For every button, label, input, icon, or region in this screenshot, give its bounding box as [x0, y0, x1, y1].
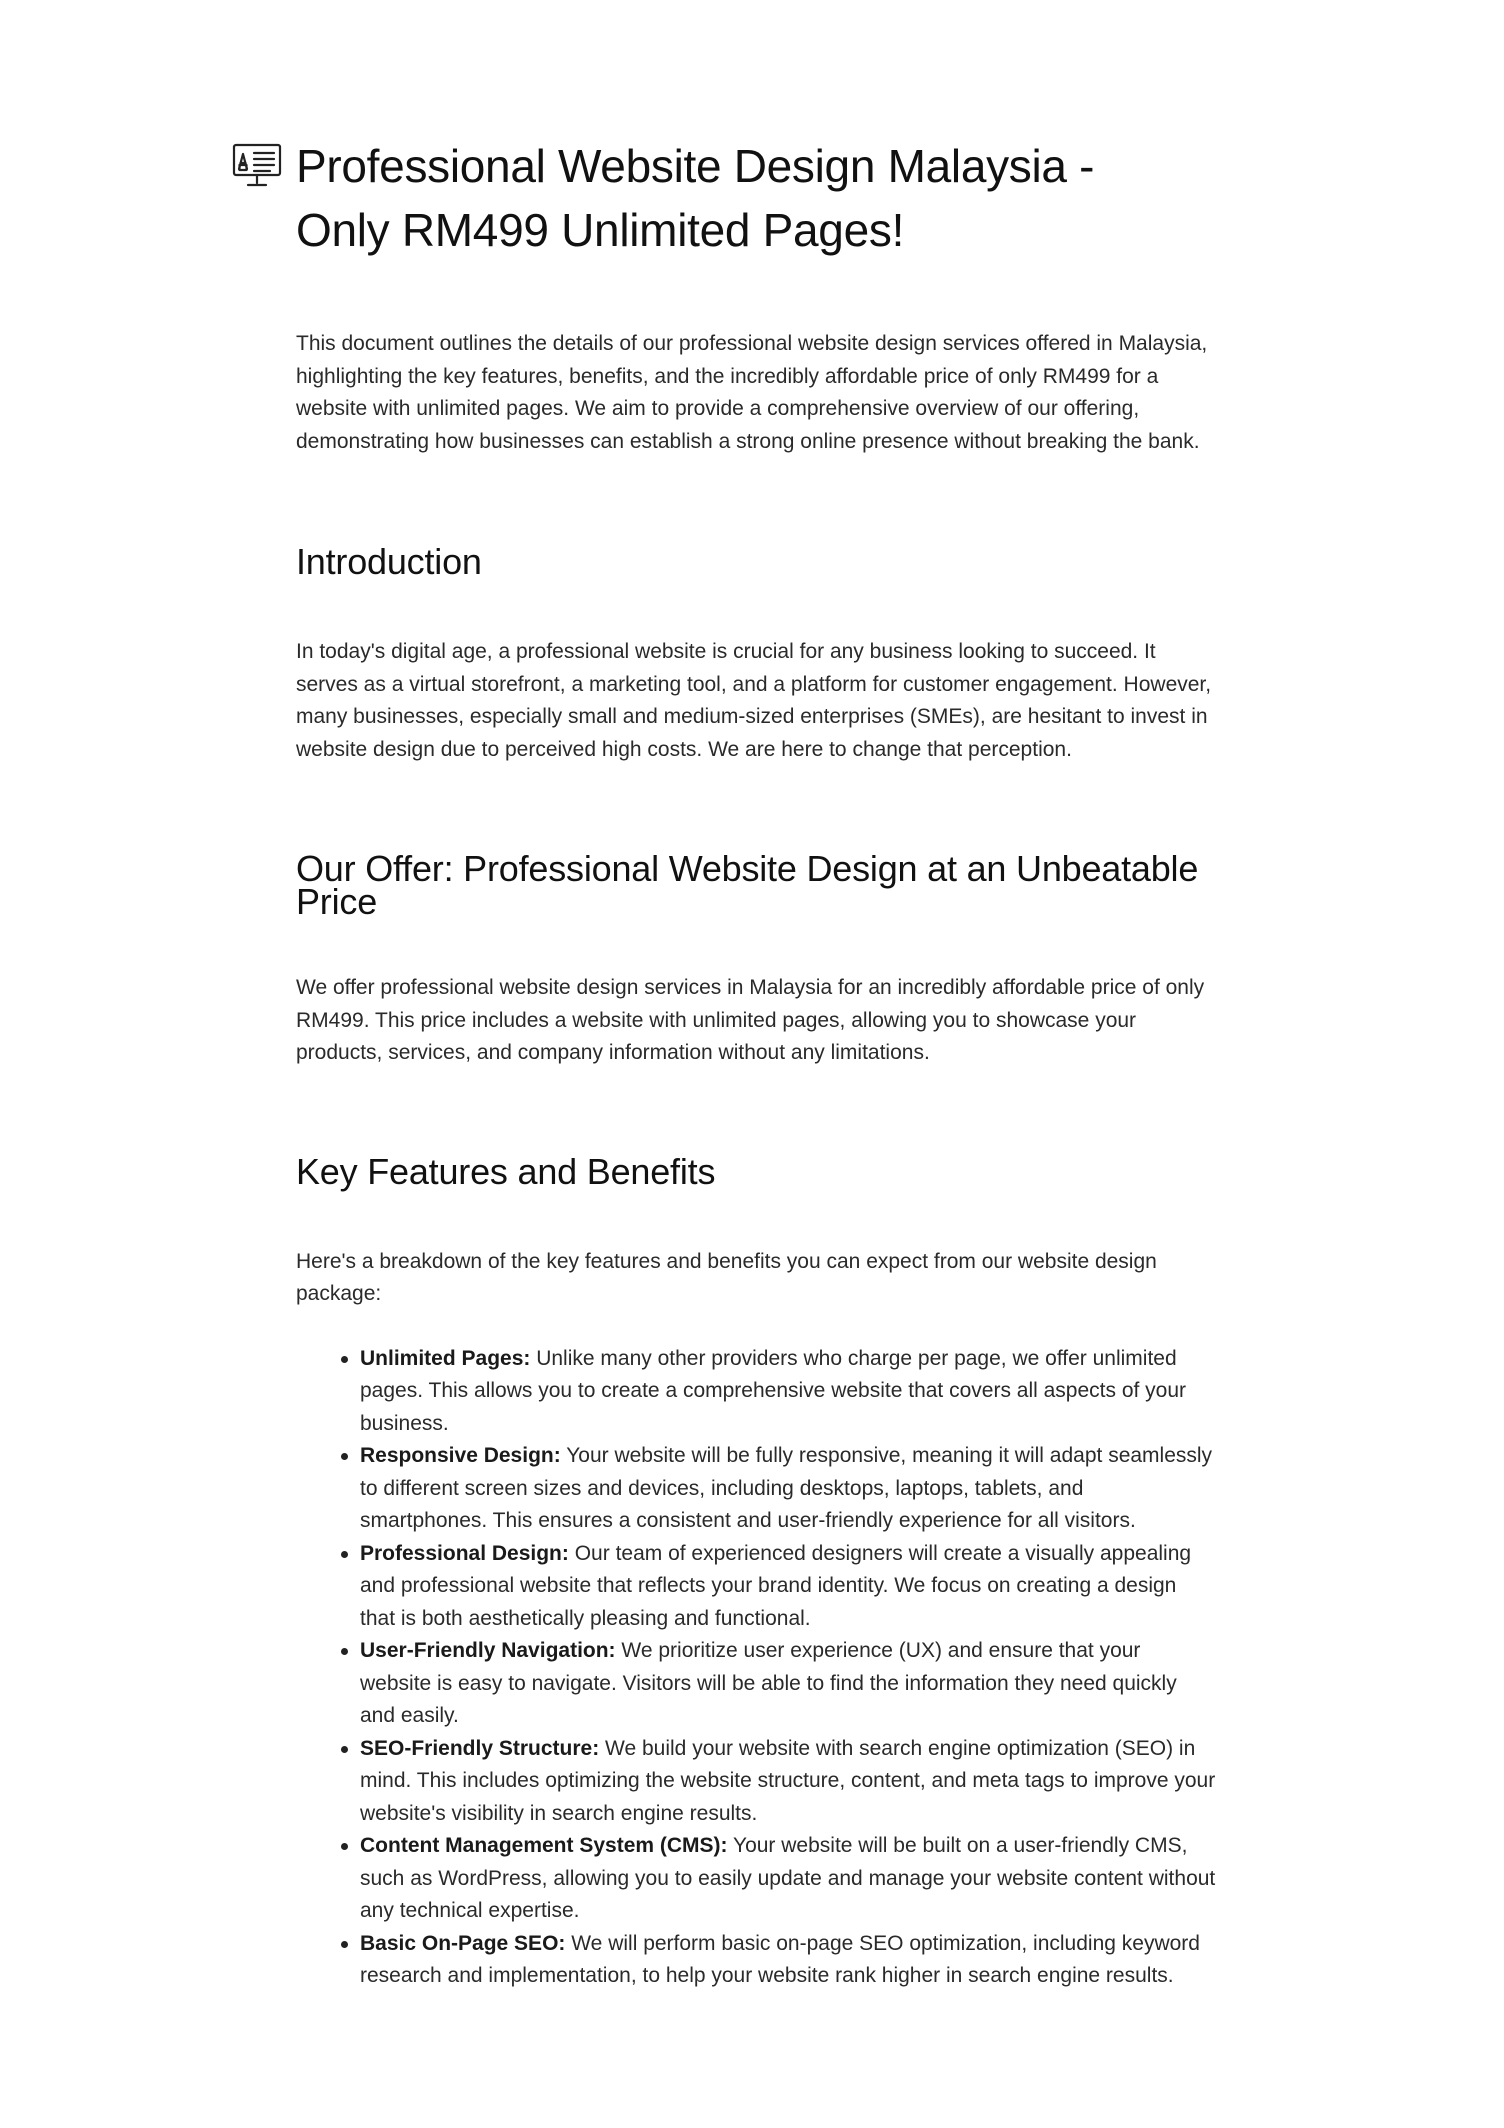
feature-term: Responsive Design:	[360, 1444, 561, 1467]
feature-term: Basic On-Page SEO:	[360, 1931, 566, 1955]
list-item	[336, 1635, 1216, 1733]
features-paragraph: Here's a breakdown of the key features and benefits you can expect from our website design package:	[296, 1249, 1157, 1305]
introduction-heading: Introduction	[296, 541, 482, 582]
website-design-icon	[232, 143, 282, 191]
features-list	[296, 1343, 1216, 1993]
feature-term: Unlimited Pages:	[360, 1346, 531, 1370]
feature-term: Professional Design:	[360, 1541, 569, 1565]
list-item	[336, 1343, 1216, 1441]
list-item	[336, 1733, 1216, 1831]
feature-description: Your website will be built on a user-friendly CMS, such as WordPress, allowing you to easily update and manage your website content without any technical expertise.	[360, 1834, 1216, 1922]
document-body	[296, 328, 1216, 1993]
introduction-paragraph: In today's digital age, a professional website is crucial for any business looking to succeed. It serves as a virtual storefront, a marketing tool, and a platform for customer engagement. However, many businesses, especially small and medium-sized enterprises (SMEs), are hesitant to invest in website design due to perceived high costs. We are here to change that perception.	[296, 640, 1212, 761]
feature-term: SEO-Friendly Structure:	[360, 1736, 600, 1760]
offer-paragraph: We offer professional website design services in Malaysia for an incredibly affordable price of only RM499. This price includes a website with unlimited pages, allowing you to showcase your products, services, and company information without any limitations.	[296, 976, 1205, 1064]
feature-description: Our team of experienced designers will create a visually appealing and professional website that reflects your brand identity. We focus on creating a design that is both aesthetically pleasing and functional.	[360, 1541, 1192, 1630]
list-item	[336, 1928, 1216, 1993]
list-item	[336, 1538, 1216, 1636]
feature-description: Your website will be fully responsive, meaning it will adapt seamlessly to different screen sizes and devices, including desktops, laptops, tablets, and smartphones. This ensures a consistent and user-friendly experience for all visitors.	[360, 1444, 1213, 1532]
intro-paragraph: This document outlines the details of our professional website design services offered in Malaysia, highlighting the key features, benefits, and the incredibly affordable price of only RM499 for a website with unlimited pages. We aim to provide a comprehensive overview of our offering, demonstrating how businesses can establish a strong online presence without breaking the bank.	[296, 332, 1208, 453]
page-title: Professional Website Design Malaysia - Only RM499 Unlimited Pages!	[296, 140, 1095, 256]
feature-description: We will perform basic on-page SEO optimization, including keyword research and implementation, to help your website rank higher in search engine results.	[360, 1931, 1200, 1987]
list-item	[336, 1830, 1216, 1928]
feature-description: We build your website with search engine optimization (SEO) in mind. This includes optimizing the website structure, content, and meta tags to improve your website's visibility in search engine results.	[360, 1736, 1216, 1825]
offer-heading: Our Offer: Professional Website Design at an Unbeatable Price	[296, 848, 1199, 922]
feature-term: Content Management System (CMS):	[360, 1834, 728, 1857]
feature-term: User-Friendly Navigation:	[360, 1639, 616, 1662]
list-item	[336, 1440, 1216, 1538]
features-heading: Key Features and Benefits	[296, 1150, 716, 1192]
feature-description: We prioritize user experience (UX) and ensure that your website is easy to navigate. Visitors will be able to find the information they need quickly and easily.	[360, 1639, 1177, 1727]
feature-description: Unlike many other providers who charge per page, we offer unlimited pages. This allows you to create a comprehensive website that covers all aspects of your business.	[360, 1346, 1187, 1435]
